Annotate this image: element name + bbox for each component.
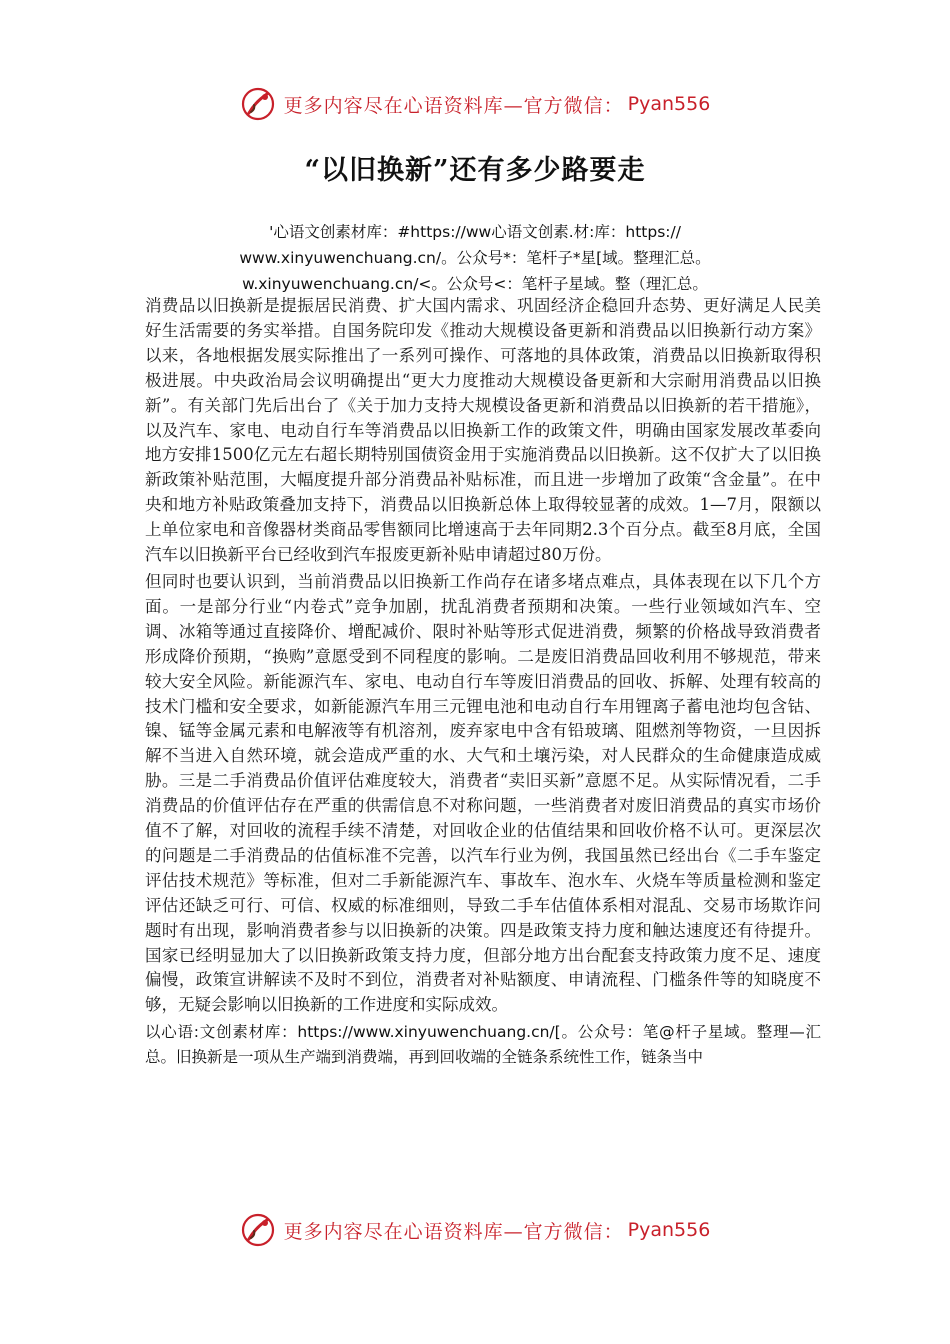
source-line: w.xinyuwenchuang.cn/<。公众号<：笔杆子星域。整（理汇总。 <box>242 275 708 293</box>
source-line: www.xinyuwenchuang.cn/。公众号*：笔杆子*星[域。整理汇总。 <box>239 249 711 267</box>
header-banner <box>0 82 950 126</box>
paragraph: 消费品以旧换新是提振居民消费、扩大国内需求、巩固经济企稳回升态势、更好满足人民美好生活需要的务实举措。自国务院印发《推动大规模设备更新和消费品以旧换新行动方案》以来，各地根据发展实际推出了一系列可操作、可落地的具体政策，消费品以旧换新取得积极进展。中央政治局会议明确提出“更大力度推动大规模设备更新和大宗耐用消费品以旧换新”。有关部门先后出台了《关于加力支持大规模设备更新和消费品以旧换新的若干措施》，以及汽车、家电、电动自行车等消费品以旧换新工作的政策文件，明确由国家发展改革委向地方安排1500亿元左右超长期特别国债资金用于实施消费品以旧换新。这不仅扩大了以旧换新政策补贴范围，大幅度提升部分消费品补贴标准，而且进一步增加了政策“含金量”。在中央和地方补贴政策叠加支持下，消费品以旧换新总体上取得较显著的成效。1—7月，限额以上单位家电和音像器材类商品零售额同比增速高于去年同期2.3个百分点。截至8月底，全国汽车以旧换新平台已经收到汽车报废更新补贴申请超过80万份。 <box>145 296 821 565</box>
source-note <box>140 219 810 297</box>
banner-text: 更多内容尽在心语资料库—官方微信： <box>283 94 624 117</box>
banner-text: 更多内容尽在心语资料库—官方微信： <box>283 1220 624 1243</box>
source-line: '心语文创素材库：#https://ww心语文创素.材:库：https:// <box>269 223 681 241</box>
wechat-id: Pyan556 <box>627 1219 711 1241</box>
brush-logo-icon <box>240 1212 276 1248</box>
paragraph: 但同时也要认识到，当前消费品以旧换新工作尚存在诸多堵点难点，具体表现在以下几个方面。一是部分行业“内卷式”竞争加剧，扰乱消费者预期和决策。一些行业领域如汽车、空调、冰箱等通过直接降价、增配减价、限时补贴等形式促进消费，频繁的价格战导致消费者形成降价预期，“换购”意愿受到不同程度的影响。二是废旧消费品回收利用不够规范，带来较大安全风险。新能源汽车、家电、电动自行车等废旧消费品的回收、拆解、处理有较高的技术门槛和安全要求，如新能源汽车用三元锂电池和电动自行车用锂离子蓄电池均包含钴、镍、锰等金属元素和电解液等有机溶剂，废弃家电中含有铅玻璃、阻燃剂等物资，一旦因拆解不当进入自然环境，就会造成严重的水、大气和土壤污染，对人民群众的生命健康造成威胁。三是二手消费品价值评估难度较大，消费者“卖旧买新”意愿不足。从实际情况看，二手消费品的价值评估存在严重的供需信息不对称问题，一些消费者对废旧消费品的真实市场价值不了解，对回收的流程手续不清楚，对回收企业的估值结果和回收价格不认可。更深层次的问题是二手消费品的估值标准不完善，以汽车行业为例，我国虽然已经出台《二手车鉴定评估技术规范》等标准，但对二手新能源汽车、事故车、泡水车、火烧车等质量检测和鉴定评估还缺乏可行、可信、权威的标准细则，导致二手车估值体系相对混乱、交易市场欺诈问题时有出现，影响消费者参与以旧换新的决策。四是政策支持力度和触达速度还有待提升。国家已经明显加大了以旧换新政策支持力度，但部分地方出台配套支持政策力度不足、速度偏慢，政策宣讲解读不及时不到位，消费者对补贴额度、申请流程、门槛条件等的知晓度不够，无疑会影响以旧换新的工作进度和实际成效。 <box>145 571 821 1015</box>
wechat-id: Pyan556 <box>627 93 711 115</box>
brush-logo-icon <box>240 86 276 122</box>
article-body <box>145 294 821 1069</box>
footer-banner <box>0 1208 950 1252</box>
page-title: “以旧换新”还有多少路要走 <box>304 155 646 186</box>
tail-text: 以心语:文创素材库：https://www.xinyuwenchuang.cn/[。公众号：笔@杆子星域。整理—汇总。旧换新是一项从生产端到消费端，再到回收端的全链条系统性工作，链条当中 <box>145 1023 821 1066</box>
